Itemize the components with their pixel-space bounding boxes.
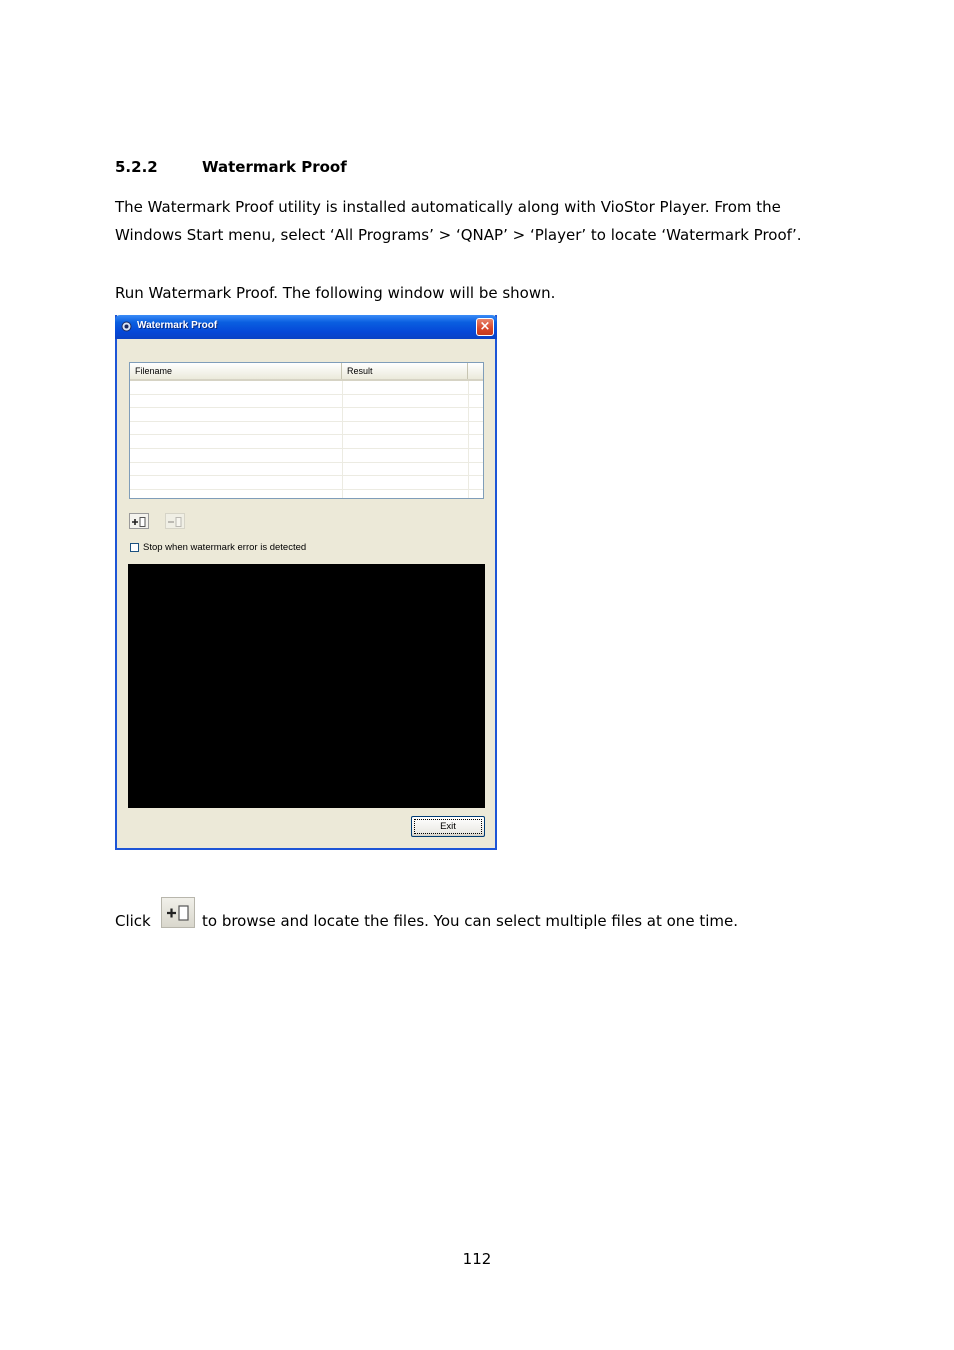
list-row[interactable] xyxy=(130,449,483,463)
column-divider xyxy=(342,381,343,499)
list-row[interactable] xyxy=(130,395,483,409)
list-row[interactable] xyxy=(130,476,483,490)
add-file-icon xyxy=(130,515,148,529)
remove-file-icon xyxy=(166,515,184,529)
click-text-after: to browse and locate the files. You can select multiple files at one time. xyxy=(202,912,738,930)
stop-on-error-label: Stop when watermark error is detected xyxy=(143,541,307,553)
title-bar[interactable] xyxy=(115,315,497,339)
section-number: 5.2.2 xyxy=(115,158,158,176)
click-text-before: Click xyxy=(115,912,151,930)
column-divider xyxy=(468,381,469,499)
intro-line-1: The Watermark Proof utility is installed automatically along with VioStor Player. From the xyxy=(115,198,781,216)
remove-file-button[interactable] xyxy=(165,513,185,529)
window-title: Watermark Proof xyxy=(137,320,218,331)
exit-button[interactable]: Exit xyxy=(411,816,485,837)
list-row[interactable] xyxy=(130,435,483,449)
page-number: 112 xyxy=(462,1250,492,1268)
list-header xyxy=(130,363,483,381)
close-button[interactable] xyxy=(476,318,494,336)
intro-line-2: Windows Start menu, select ‘All Programs’ > ‘QNAP’ > ‘Player’ to locate ‘Watermark Proof’. xyxy=(115,226,802,244)
column-filler xyxy=(468,363,483,379)
watermark-proof-window xyxy=(115,315,497,850)
stop-on-error-checkbox[interactable] xyxy=(130,543,139,552)
list-row[interactable] xyxy=(130,381,483,395)
section-title: Watermark Proof xyxy=(202,158,347,176)
app-icon xyxy=(121,321,132,332)
list-row[interactable] xyxy=(130,408,483,422)
column-filename[interactable]: Filename xyxy=(130,363,342,379)
video-preview-area xyxy=(128,564,485,808)
add-file-inline-icon xyxy=(161,897,195,928)
close-icon: × xyxy=(479,319,491,334)
add-file-button[interactable] xyxy=(129,513,149,529)
stop-on-error-option[interactable] xyxy=(130,541,306,553)
file-list[interactable] xyxy=(129,362,484,499)
list-row[interactable] xyxy=(130,422,483,436)
add-file-icon xyxy=(162,898,194,927)
list-row[interactable] xyxy=(130,463,483,477)
list-row[interactable] xyxy=(130,490,483,499)
section-heading xyxy=(115,158,347,176)
column-result[interactable]: Result xyxy=(342,363,468,379)
run-instruction: Run Watermark Proof. The following window will be shown. xyxy=(115,284,556,302)
list-rows xyxy=(130,381,483,499)
